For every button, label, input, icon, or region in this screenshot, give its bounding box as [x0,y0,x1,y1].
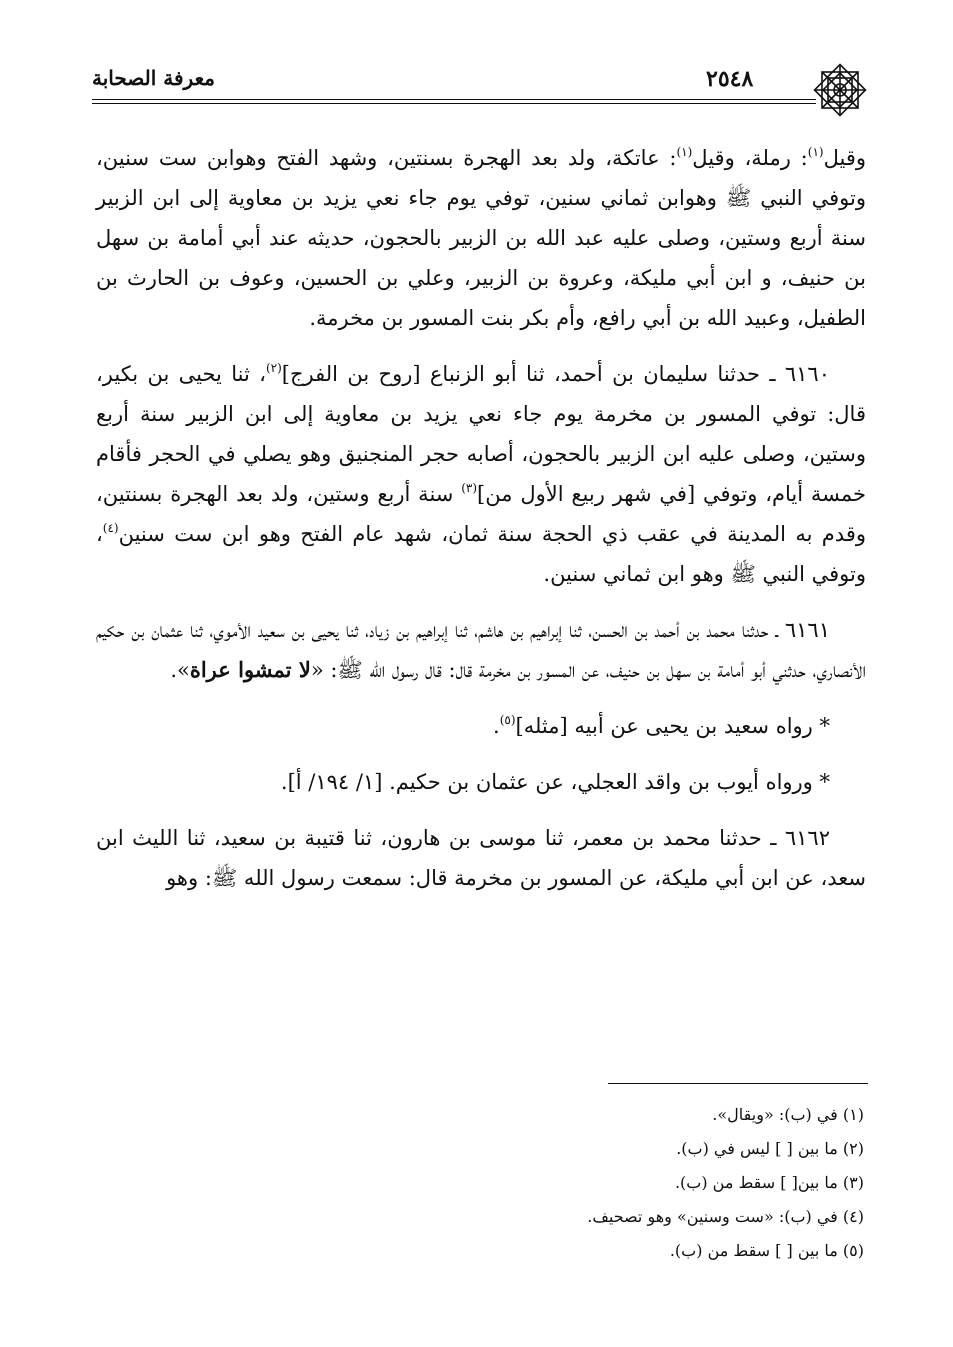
footnote-2: (٢) ما بين [ ] ليس في (ب). [676,1139,864,1158]
paragraph-intro: وقيل$^{(١)}$: رملة، وقيل$^{(١)}$: عاتكة، ولد بعد الهجرة بسنتين، وشهد الفتح وهوابن ست سنين، وتوفي النبي ﷺ وهوابن ثماني سنين، توفي يوم جاء نعي يزيد بن معاوية إلى ابن الزبير سنة أربع وستين، وصلى عليه عبد الله بن الزبير بالحجون، حديثه عند أبي أمامة بن سهل بن حنيف، و ابن أبي مليكة، وعروة بن الزبير، وعلي بن الحسين، وعوف بن الحارث بن الطفيل، وعبيد الله بن أبي رافع، وأم بكر بنت المسور بن مخرمة. [96,145,866,330]
footnote-ref[interactable]: (١) [807,145,824,159]
footnote-1: (١) في (ب): «ويقال». [712,1105,864,1124]
hadith-6161: ٦١٦١ ـ حدثنا محمد بن أحمد بن الحسن، ثنا إبراهيم بن هاشم، ثنا إبراهيم بن زياد، ثنا يحيى بن سعيد الأموي، ثنا عثمان بن حكيم الأنصاري، حدثني أبو أمامة بن سهل بن حنيف، عن المسور بن مخرمة قال: قال رسول الله ﷺ: «لا تمشوا عراة». [96,618,866,682]
footnote-ref[interactable]: (٣) [461,481,478,495]
narration-note-1: * رواه سعيد بن يحيى عن أبيه [مثله]$^{(٥)}$. [493,713,830,738]
hadith-6162: ٦١٦٢ ـ حدثنا محمد بن معمر، ثنا موسى بن هارون، ثنا قتيبة بن سعيد، ثنا الليث ابن سعد، عن ابن أبي مليكة، عن المسور بن مخرمة قال: سمعت رسول الله ﷺ: وهو [96,826,866,890]
footnote-ref[interactable]: (١) [676,145,693,159]
narration-note-2: * ورواه أيوب بن واقد العجلي، عن عثمان بن حكيم. [١/ ١٩٤/ أ]. [280,770,830,794]
header-rule-bottom [92,103,816,104]
footnote-ref[interactable]: (٢) [265,361,282,375]
footnote-ref[interactable]: (٤) [102,521,119,535]
footnote-5: (٥) ما بين [ ] سقط من (ب). [669,1241,864,1260]
footnote-3: (٣) ما بين[ ] سقط من (ب). [674,1173,864,1192]
footnote-4: (٤) في (ب): «ست وسنين» وهو تصحيف. [587,1207,864,1226]
header-rule-top [92,99,816,100]
footnotes [96,1098,864,1268]
hadith-quote: لا تمشوا عراة [189,657,311,682]
running-title: معرفة الصحابة [92,66,215,90]
page-number-ornament-icon [812,62,868,118]
main-text [96,138,866,914]
footnote-ref[interactable]: (٥) [499,713,516,727]
page-number: ٢٥٤٨ [706,66,754,92]
footnote-separator [608,1083,868,1084]
hadith-6160: ٦١٦٠ ـ حدثنا سليمان بن أحمد، ثنا أبو الزنباع [روح بن الفرج]$^{(٢)}$، ثنا يحيى بن بكير، قال: توفي المسور بن مخرمة يوم جاء نعي يزيد بن معاوية إلى ابن الزبير سنة أربع وستين، وصلى عليه ابن الزبير بالحجون، أصابه حجر المنجنيق وهو يصلي في الحجر فأقام خمسة أيام، وتوفي [في شهر ربيع الأول من]$^{(٣)}$ سنة أربع وستين، ولد بعد الهجرة بسنتين، وقدم به المدينة في عقب ذي الحجة سنة ثمان، شهد عام الفتح وهو ابن ست سنين$^{(٤)}$، وتوفي النبي ﷺ وهو ابن ثماني سنين. [96,361,867,586]
